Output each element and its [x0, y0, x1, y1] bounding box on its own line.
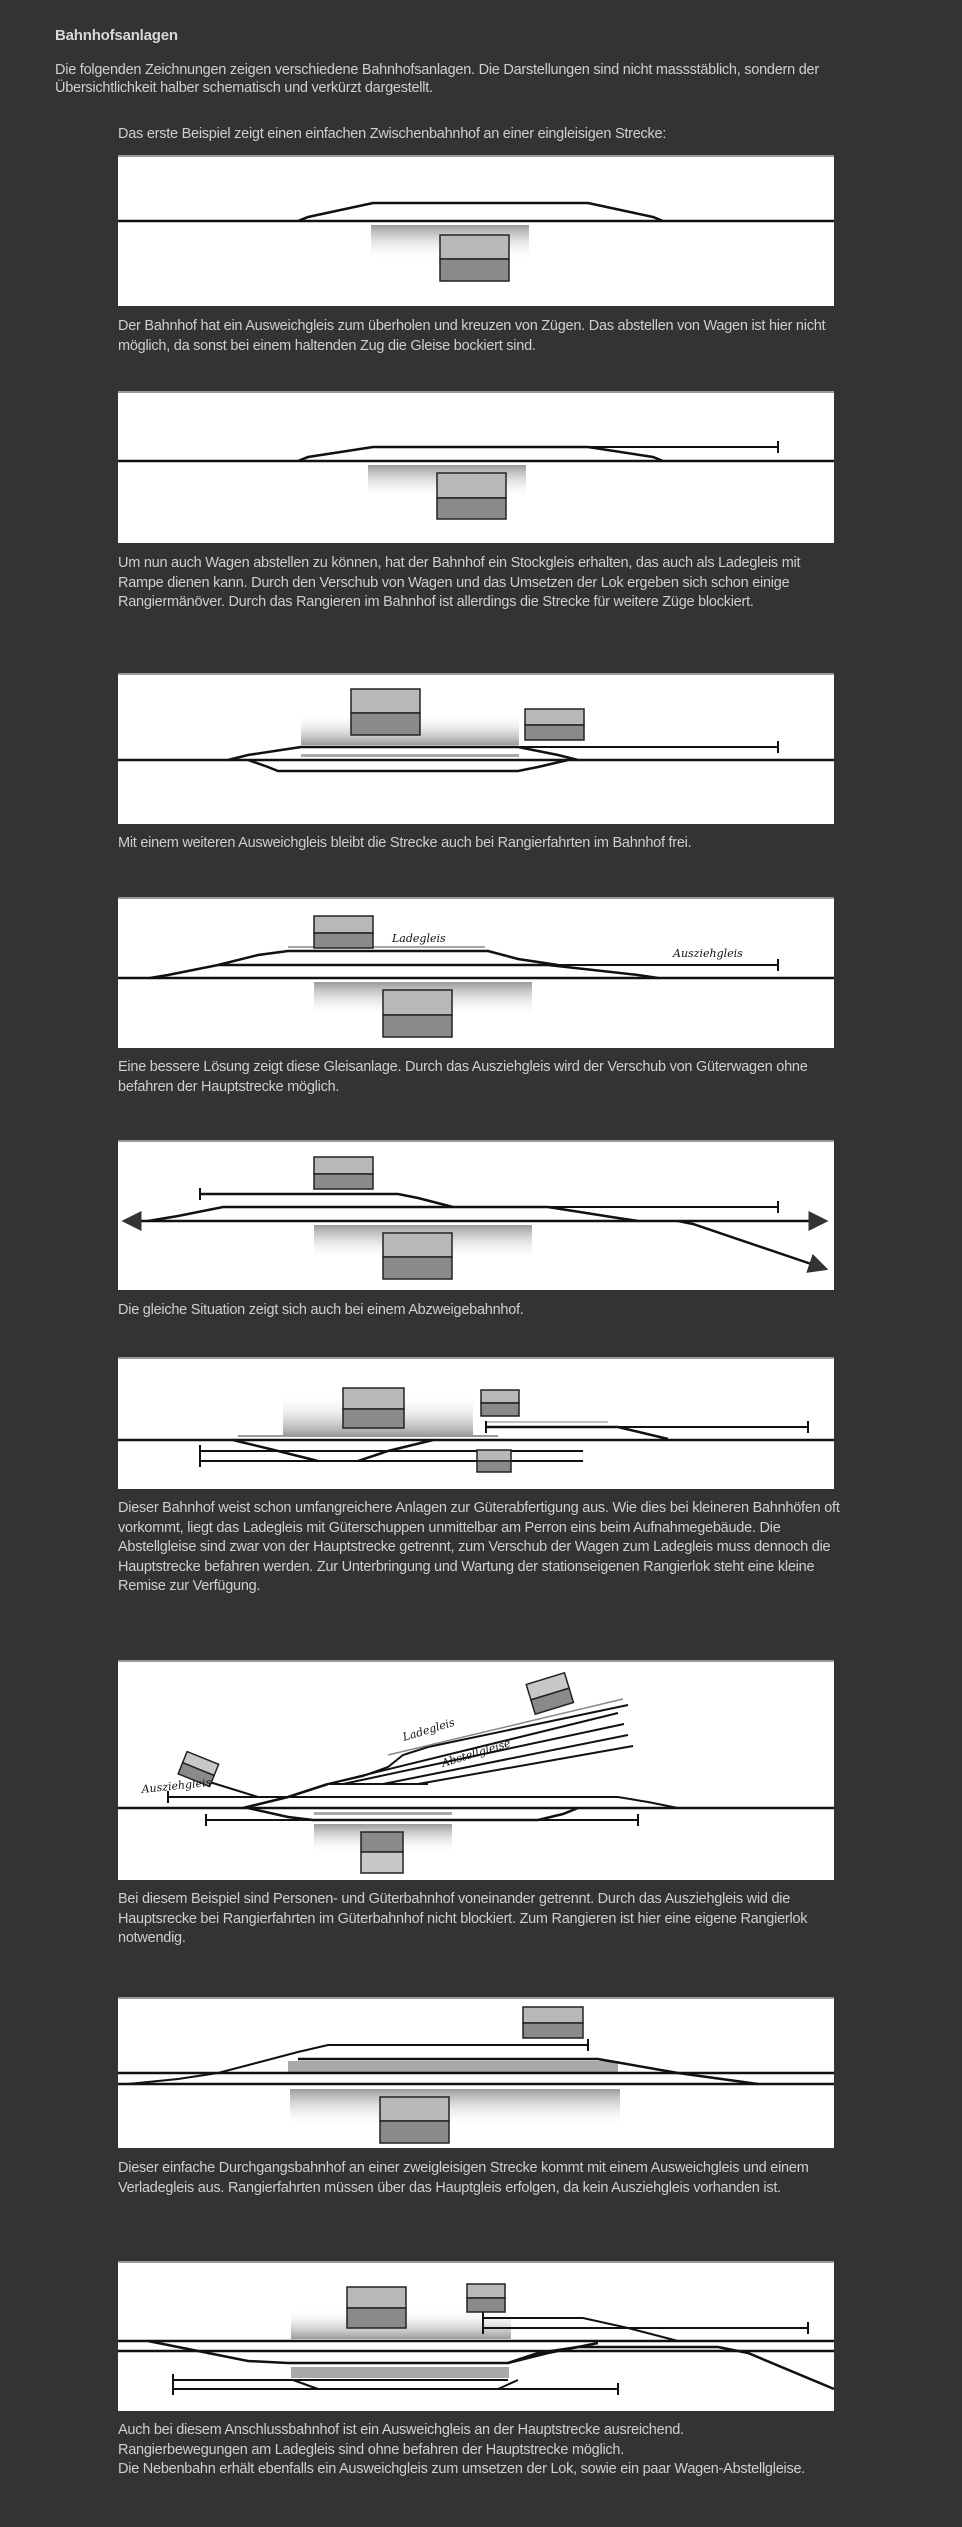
station-building	[440, 235, 509, 281]
diagram-svg	[118, 157, 834, 306]
branch-line	[508, 2347, 834, 2389]
engine-shed	[477, 1450, 511, 1472]
loading-track	[483, 2318, 678, 2341]
loading-track	[200, 1194, 453, 1207]
track-diagram-2	[118, 391, 834, 543]
caption-6: Dieser Bahnhof weist schon umfangreichere Anlagen zur Güterabfertigung aus. Wie dies bei kleineren Bahnhöfen oft vorkommt, liegt das Ladegleis mit Güterschuppen unmittelbar am Perron eins beim Aufnahmegebäude. Die Abstellgleise sind zwar von der Hauptstrecke getrennt, zum Verschub der Wagen zum Ladegleis muss dennoch die Hauptstrecke befahren werden. Zur Unterbringung und Wartung der stationseigenen Rangierlok steht eine kleine Remise zur Verfügung.	[118, 1500, 840, 1594]
goods-shed	[525, 709, 584, 740]
station-building	[361, 1832, 403, 1873]
track-diagram-4	[118, 897, 834, 1048]
label-ladegleis: Ladegleis	[392, 932, 446, 945]
caption-8: Dieser einfache Durchgangsbahnhof an einer zweigleisigen Strecke kommt mit einem Ausweichgleis und einem Verladegleis aus. Rangierfahrten müssen über das Hauptgleis erfolgen, da kein Ausziehgleis vorhanden ist.	[118, 2160, 809, 2196]
caption-1: Der Bahnhof hat ein Ausweichgleis zum überholen und kreuzen von Zügen. Das abstellen von Wagen ist hier nicht möglich, da sonst bei einem haltenden Zug die Gleise bockiert sind.	[118, 318, 826, 354]
passing-track-north	[228, 747, 578, 760]
goods-shed	[481, 1390, 519, 1416]
station-building	[347, 2287, 406, 2328]
intro-text: Die folgenden Zeichnungen zeigen verschiedene Bahnhofsanlagen. Die Darstellungen sind nicht massstäblich, sondern der Übersichtlichkeit halber schematisch und verkürzt dargestellt.	[55, 62, 819, 96]
lead-text: Das erste Beispiel zeigt einen einfachen Zwischenbahnhof an einer eingleisigen Strecke:	[118, 126, 667, 142]
diagram-svg	[118, 1359, 834, 1489]
goods-shed	[314, 916, 373, 948]
label-ausziehgleis: Ausziehgleis	[140, 1775, 212, 1796]
label-ladegleis: Ladegleis	[401, 1715, 457, 1744]
passing-track	[298, 447, 663, 461]
track-diagram-5	[118, 1140, 834, 1290]
station-building	[351, 689, 420, 735]
platform-edge	[301, 754, 519, 757]
loading-track	[218, 951, 558, 965]
goods-shed	[523, 2007, 583, 2038]
caption-9: Auch bei diesem Anschlussbahnhof ist ein Ausweichgleis an der Hauptstrecke ausreichend. Rangierbewegungen am Ladegleis sind ohne befahren der Hauptstrecke möglich. Die Nebenbahn erhält ebenfalls ein Ausweichgleis zum umsetzen der Lok, sowie ein paar Wagen-Abstellgleise.	[118, 2422, 806, 2477]
label-ausziehgleis: Ausziehgleis	[673, 947, 743, 960]
tracks	[118, 203, 834, 221]
passing-track	[298, 203, 663, 221]
tracks	[118, 1421, 834, 1467]
passing-track	[150, 965, 658, 978]
caption-4: Eine bessere Lösung zeigt diese Gleisanlage. Durch das Ausziehgleis wird der Verschub von Güterwagen ohne befahren der Hauptstrecke möglich.	[118, 1059, 808, 1095]
caption-5: Die gleiche Situation zeigt sich auch bei einem Abzweigebahnhof.	[118, 1302, 524, 1318]
goods-shed	[314, 1157, 373, 1189]
track-diagram-7	[118, 1660, 834, 1880]
diagram-svg	[118, 393, 834, 543]
station-building	[383, 1233, 452, 1279]
station-building	[383, 990, 452, 1037]
track-diagram-6	[118, 1357, 834, 1489]
diagram-svg	[118, 1999, 834, 2148]
page-title: Bahnhofsanlagen	[55, 27, 178, 44]
goods-shed	[467, 2284, 505, 2312]
station-building	[380, 2097, 449, 2143]
label-abstellgleise: Abstellgleise	[440, 1736, 513, 1770]
diagram-svg	[118, 2263, 834, 2411]
track-diagram-1	[118, 155, 834, 306]
track-diagram-9	[118, 2261, 834, 2411]
goods-shed	[526, 1673, 573, 1714]
passing-track	[148, 1207, 638, 1221]
diagram-svg	[118, 1142, 834, 1290]
tracks	[118, 1705, 834, 1826]
loading-track	[486, 1427, 668, 1439]
station-building	[437, 473, 506, 519]
track-diagram-3	[118, 673, 834, 824]
platform-edge	[314, 1812, 452, 1815]
track-diagram-8	[118, 1997, 834, 2148]
platform	[290, 2089, 620, 2127]
branch-line	[678, 1221, 826, 1269]
caption-7: Bei diesem Beispiel sind Personen- und Güterbahnhof voneinander getrennt. Durch das Ausziehgleis wid die Hauptsrecke bei Rangierfahrten im Güterbahnhof nicht blockiert. Zum Rangieren ist hier eine eigene Rangierlok notwendig.	[118, 1891, 808, 1946]
island-platform	[288, 2061, 618, 2072]
station-building	[343, 1388, 404, 1428]
tracks	[118, 441, 834, 461]
passing-track-south	[248, 760, 568, 771]
branch-platform	[291, 2367, 509, 2378]
diagram-svg	[118, 899, 834, 1048]
diagram-svg	[118, 1662, 834, 1880]
diagram-svg	[118, 675, 834, 824]
caption-2: Um nun auch Wagen abstellen zu können, hat der Bahnhof ein Stockgleis erhalten, das auch als Ladegleis mit Rampe dienen kann. Durch den Verschub von Wagen und das Umsetzen der Lok ergeben sich schon einige Rangiermänöver. Durch das Rangieren im Bahnhof ist allerdings die Strecke für weitere Züge blockiert.	[118, 555, 801, 610]
caption-3: Mit einem weiteren Ausweichgleis bleibt die Strecke auch bei Rangierfahrten im Bahnhof frei.	[118, 835, 692, 851]
